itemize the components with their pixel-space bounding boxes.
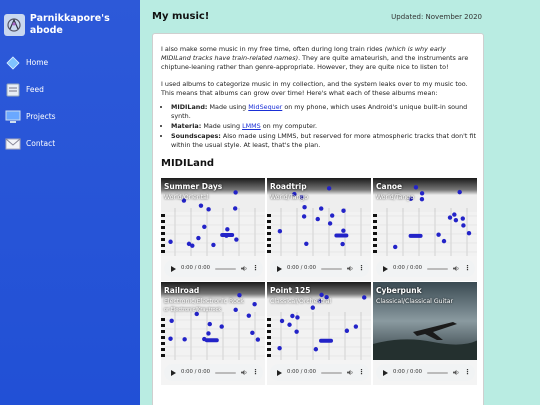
track-title: Cyberpunk	[376, 286, 422, 296]
playback-time: 0:00 / 0:00	[287, 368, 316, 375]
playback-time: 0:00 / 0:00	[181, 368, 210, 375]
track-title: Railroad	[164, 286, 200, 296]
album-text: on my phone, which uses Android's unique built-in sound synth.	[171, 103, 468, 121]
audio-player	[270, 364, 369, 381]
midsequer-link[interactable]: MidSequer	[248, 103, 283, 112]
sidebar-item-feed[interactable]	[0, 76, 140, 103]
albums-paragraph: I used albums to categorize music in my collection, and the system leaks over to my music too. This means that albums can grow over time! Here's what each of these albums mean:	[161, 79, 468, 97]
playback-time: 0:00 / 0:00	[393, 368, 422, 375]
track-tile	[373, 282, 478, 385]
album-text: on my computer.	[260, 121, 318, 130]
playback-time: 0:00 / 0:00	[393, 264, 422, 271]
volume-icon[interactable]	[241, 369, 248, 376]
sidebar	[0, 0, 140, 405]
audio-player	[270, 260, 369, 277]
section-title: MIDILand	[161, 158, 215, 170]
more-options-icon[interactable]: ⋮	[252, 263, 259, 272]
play-icon[interactable]	[383, 370, 388, 376]
site-logo-icon	[4, 14, 25, 36]
track-grid	[161, 178, 476, 386]
album-name: Materia:	[171, 121, 202, 130]
track-title: Point 125	[270, 286, 311, 296]
playback-time: 0:00 / 0:00	[287, 264, 316, 271]
track-title: Canoe	[376, 182, 403, 192]
more-options-icon[interactable]: ⋮	[358, 367, 365, 376]
album-text: Also made using LMMS, but reserved for more atmospheric tracks that don't fit within the usual style. At least, that's the plan.	[171, 131, 476, 149]
sidebar-item-projects[interactable]	[0, 103, 140, 130]
seek-bar[interactable]	[215, 372, 236, 374]
sidebar-item-label: Contact	[26, 139, 56, 148]
intro-paragraph	[161, 45, 476, 73]
more-options-icon[interactable]: ⋮	[464, 263, 471, 272]
album-list	[171, 103, 476, 150]
play-icon[interactable]	[277, 370, 282, 376]
sidebar-nav	[0, 49, 140, 157]
content-card	[152, 33, 484, 405]
track-genre: Electronic/Electronic Rock	[164, 298, 244, 306]
track-tile	[267, 178, 372, 281]
play-icon[interactable]	[277, 266, 282, 272]
track-tile	[161, 282, 266, 385]
album-name: Soundscapes:	[171, 131, 221, 140]
album-name: MIDILand:	[171, 103, 208, 112]
track-title: Summer Days	[164, 182, 223, 192]
page-header	[148, 0, 484, 32]
seek-bar[interactable]	[427, 268, 448, 270]
intro-emphasis: (which is why early MIDILand tracks have train-related names)	[161, 45, 446, 63]
seek-bar[interactable]	[321, 372, 342, 374]
mail-icon	[4, 137, 22, 151]
track-genre: Classical/Orchestral	[270, 298, 332, 306]
monitor-icon	[4, 110, 22, 124]
volume-icon[interactable]	[241, 265, 248, 272]
seek-bar[interactable]	[321, 268, 342, 270]
track-tile	[267, 282, 372, 385]
seek-bar[interactable]	[215, 268, 236, 270]
sidebar-item-label: Projects	[26, 112, 56, 121]
sidebar-item-home[interactable]	[0, 49, 140, 76]
list-item	[171, 122, 476, 131]
volume-icon[interactable]	[347, 265, 354, 272]
track-tile	[161, 178, 266, 281]
sidebar-item-contact[interactable]	[0, 130, 140, 157]
volume-icon[interactable]	[347, 369, 354, 376]
audio-player	[376, 364, 475, 381]
track-genre-alt: or Electronic/Krautrock	[164, 307, 222, 314]
audio-player	[376, 260, 475, 277]
sidebar-item-label: Home	[26, 58, 49, 67]
page-title: My music!	[152, 11, 210, 22]
intro-text: . They are quite amateurish, and the instruments are chiptune-leaning rather than genre-appropriate. However, they are quite nice to listen to!	[161, 54, 469, 72]
sidebar-item-label: Feed	[26, 85, 44, 94]
lmms-link[interactable]: LMMS	[242, 121, 261, 130]
audio-player	[164, 364, 263, 381]
track-genre: Classical/Classical Guitar	[376, 298, 454, 306]
album-text: Made using	[201, 121, 243, 130]
more-options-icon[interactable]: ⋮	[358, 263, 365, 272]
more-options-icon[interactable]: ⋮	[252, 367, 259, 376]
volume-icon[interactable]	[453, 369, 460, 376]
intro-text: I also make some music in my free time, often during long train rides	[161, 45, 385, 53]
more-options-icon[interactable]: ⋮	[464, 367, 471, 376]
album-text: Made using	[207, 103, 249, 112]
main-content	[148, 0, 484, 376]
audio-player	[164, 260, 263, 277]
list-item	[171, 132, 476, 150]
playback-time: 0:00 / 0:00	[181, 264, 210, 271]
list-item	[171, 103, 476, 121]
track-genre: World/Tango	[376, 194, 414, 202]
track-tile	[373, 178, 478, 281]
play-icon[interactable]	[383, 266, 388, 272]
play-icon[interactable]	[171, 370, 176, 376]
seek-bar[interactable]	[427, 372, 448, 374]
updated-date: Updated: November 2020	[391, 13, 482, 21]
track-title: Roadtrip	[270, 182, 307, 192]
track-genre: World/Oriental	[164, 194, 209, 202]
feed-icon	[4, 83, 22, 97]
site-title: Parnikkapore's abode	[29, 13, 110, 36]
volume-icon[interactable]	[453, 265, 460, 272]
play-icon[interactable]	[171, 266, 176, 272]
track-genre: World/Tango	[270, 194, 308, 202]
site-brand[interactable]	[0, 0, 140, 40]
diamond-icon	[4, 56, 22, 70]
